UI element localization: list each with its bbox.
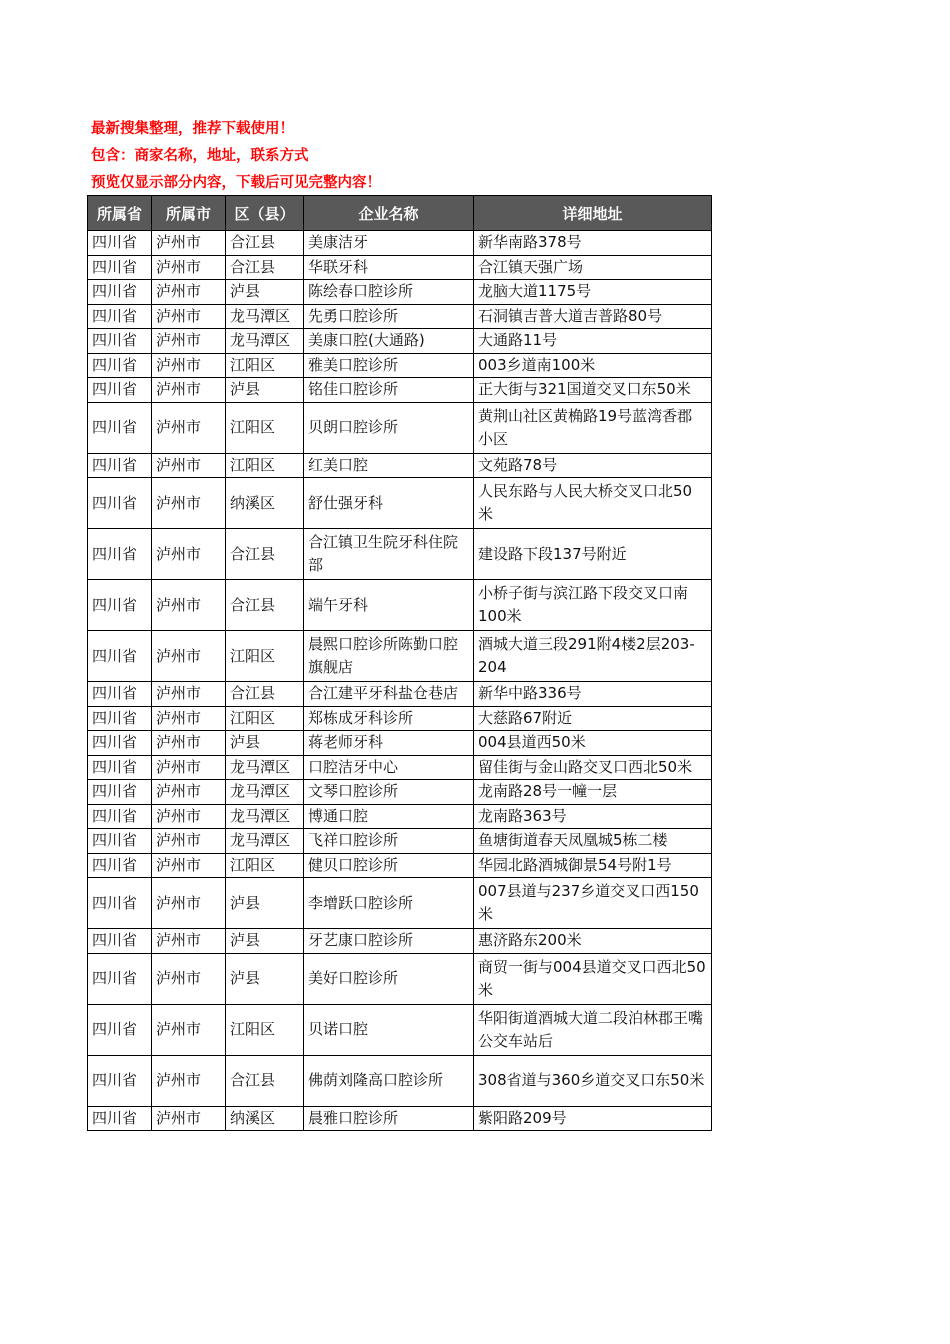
cell-company: 雅美口腔诊所 <box>304 353 474 378</box>
cell-province: 四川省 <box>88 929 152 954</box>
cell-district: 合江县 <box>226 1055 304 1106</box>
table-row <box>88 878 712 929</box>
table-row <box>88 682 712 707</box>
cell-province: 四川省 <box>88 829 152 854</box>
cell-company: 飞祥口腔诊所 <box>304 829 474 854</box>
table-row <box>88 478 712 529</box>
cell-address: 007县道与237乡道交叉口西150米 <box>474 878 712 929</box>
cell-address: 新华南路378号 <box>474 231 712 256</box>
cell-city: 泸州市 <box>152 280 226 305</box>
cell-province: 四川省 <box>88 402 152 453</box>
cell-city: 泸州市 <box>152 402 226 453</box>
cell-company: 先勇口腔诊所 <box>304 304 474 329</box>
cell-city: 泸州市 <box>152 731 226 756</box>
cell-company: 合江镇卫生院牙科住院部 <box>304 529 474 580</box>
cell-city: 泸州市 <box>152 804 226 829</box>
cell-province: 四川省 <box>88 953 152 1004</box>
cell-address: 华阳街道酒城大道二段泊林郡王嘴公交车站后 <box>474 1004 712 1055</box>
cell-address: 建设路下段137号附近 <box>474 529 712 580</box>
cell-district: 江阳区 <box>226 631 304 682</box>
table-row <box>88 255 712 280</box>
cell-district: 纳溪区 <box>226 1106 304 1131</box>
table-row <box>88 231 712 256</box>
cell-address: 人民东路与人民大桥交叉口北50米 <box>474 478 712 529</box>
cell-city: 泸州市 <box>152 453 226 478</box>
table-row <box>88 829 712 854</box>
cell-district: 泸县 <box>226 378 304 403</box>
cell-company: 陈绘春口腔诊所 <box>304 280 474 305</box>
table-row <box>88 580 712 631</box>
table-row <box>88 631 712 682</box>
cell-city: 泸州市 <box>152 1055 226 1106</box>
cell-district: 龙马潭区 <box>226 829 304 854</box>
cell-address: 003乡道南100米 <box>474 353 712 378</box>
cell-city: 泸州市 <box>152 255 226 280</box>
cell-province: 四川省 <box>88 580 152 631</box>
table-row <box>88 731 712 756</box>
table-row <box>88 706 712 731</box>
cell-company: 美康口腔(大通路) <box>304 329 474 354</box>
cell-province: 四川省 <box>88 255 152 280</box>
cell-company: 郑栋成牙科诊所 <box>304 706 474 731</box>
table-body <box>88 231 712 1131</box>
cell-district: 江阳区 <box>226 706 304 731</box>
cell-district: 江阳区 <box>226 853 304 878</box>
cell-province: 四川省 <box>88 280 152 305</box>
table-row <box>88 378 712 403</box>
cell-district: 江阳区 <box>226 402 304 453</box>
cell-address: 惠济路东200米 <box>474 929 712 954</box>
cell-province: 四川省 <box>88 453 152 478</box>
cell-address: 石洞镇吉普大道吉普路80号 <box>474 304 712 329</box>
cell-company: 蒋老师牙科 <box>304 731 474 756</box>
cell-district: 合江县 <box>226 529 304 580</box>
cell-company: 贝诺口腔 <box>304 1004 474 1055</box>
cell-city: 泸州市 <box>152 878 226 929</box>
cell-district: 江阳区 <box>226 453 304 478</box>
header-company: 企业名称 <box>304 196 474 231</box>
cell-province: 四川省 <box>88 478 152 529</box>
cell-city: 泸州市 <box>152 304 226 329</box>
cell-city: 泸州市 <box>152 929 226 954</box>
table-row <box>88 1055 712 1106</box>
cell-district: 龙马潭区 <box>226 304 304 329</box>
cell-district: 纳溪区 <box>226 478 304 529</box>
cell-city: 泸州市 <box>152 755 226 780</box>
table-row <box>88 1106 712 1131</box>
cell-district: 合江县 <box>226 255 304 280</box>
cell-province: 四川省 <box>88 1106 152 1131</box>
cell-address: 新华中路336号 <box>474 682 712 707</box>
table-row <box>88 280 712 305</box>
cell-province: 四川省 <box>88 682 152 707</box>
cell-company: 合江建平牙科盐仓巷店 <box>304 682 474 707</box>
cell-city: 泸州市 <box>152 1004 226 1055</box>
table-row <box>88 755 712 780</box>
notice-line-3: 预览仅显示部分内容，下载后可见完整内容！ <box>91 175 381 191</box>
cell-city: 泸州市 <box>152 1106 226 1131</box>
cell-district: 泸县 <box>226 953 304 1004</box>
cell-company: 红美口腔 <box>304 453 474 478</box>
cell-city: 泸州市 <box>152 853 226 878</box>
header-city: 所属市 <box>152 196 226 231</box>
cell-address: 黄荆山社区黄桷路19号蓝湾香郡小区 <box>474 402 712 453</box>
table-row <box>88 402 712 453</box>
cell-address: 龙南路363号 <box>474 804 712 829</box>
cell-company: 健贝口腔诊所 <box>304 853 474 878</box>
cell-province: 四川省 <box>88 878 152 929</box>
cell-company: 美康洁牙 <box>304 231 474 256</box>
cell-address: 小桥子街与滨江路下段交叉口南100米 <box>474 580 712 631</box>
cell-province: 四川省 <box>88 731 152 756</box>
cell-address: 华园北路酒城御景54号附1号 <box>474 853 712 878</box>
cell-city: 泸州市 <box>152 780 226 805</box>
cell-company: 文琴口腔诊所 <box>304 780 474 805</box>
cell-province: 四川省 <box>88 631 152 682</box>
cell-province: 四川省 <box>88 780 152 805</box>
cell-company: 晨熙口腔诊所陈勤口腔旗舰店 <box>304 631 474 682</box>
cell-district: 泸县 <box>226 878 304 929</box>
cell-city: 泸州市 <box>152 682 226 707</box>
cell-city: 泸州市 <box>152 631 226 682</box>
cell-district: 泸县 <box>226 929 304 954</box>
cell-city: 泸州市 <box>152 706 226 731</box>
cell-address: 留佳街与金山路交叉口西北50米 <box>474 755 712 780</box>
cell-address: 龙南路28号一幢一层 <box>474 780 712 805</box>
cell-province: 四川省 <box>88 1055 152 1106</box>
cell-company: 端午牙科 <box>304 580 474 631</box>
cell-company: 铭佳口腔诊所 <box>304 378 474 403</box>
table-row <box>88 929 712 954</box>
cell-address: 商贸一街与004县道交叉口西北50米 <box>474 953 712 1004</box>
cell-company: 美好口腔诊所 <box>304 953 474 1004</box>
table-row <box>88 529 712 580</box>
cell-district: 龙马潭区 <box>226 780 304 805</box>
cell-address: 合江镇天强广场 <box>474 255 712 280</box>
table-row <box>88 353 712 378</box>
cell-company: 佛荫刘隆高口腔诊所 <box>304 1055 474 1106</box>
cell-province: 四川省 <box>88 853 152 878</box>
cell-address: 004县道西50米 <box>474 731 712 756</box>
cell-company: 博通口腔 <box>304 804 474 829</box>
notice-line-2: 包含：商家名称，地址，联系方式 <box>91 148 309 164</box>
cell-province: 四川省 <box>88 804 152 829</box>
cell-district: 江阳区 <box>226 353 304 378</box>
cell-province: 四川省 <box>88 755 152 780</box>
cell-address: 紫阳路209号 <box>474 1106 712 1131</box>
cell-district: 龙马潭区 <box>226 329 304 354</box>
cell-company: 晨雅口腔诊所 <box>304 1106 474 1131</box>
cell-address: 酒城大道三段291附4楼2层203-204 <box>474 631 712 682</box>
cell-company: 贝朗口腔诊所 <box>304 402 474 453</box>
cell-district: 合江县 <box>226 682 304 707</box>
cell-address: 大慈路67附近 <box>474 706 712 731</box>
cell-city: 泸州市 <box>152 353 226 378</box>
cell-district: 江阳区 <box>226 1004 304 1055</box>
cell-province: 四川省 <box>88 1004 152 1055</box>
cell-province: 四川省 <box>88 378 152 403</box>
table-row <box>88 453 712 478</box>
table-row <box>88 1004 712 1055</box>
table-header-row <box>88 196 712 231</box>
cell-province: 四川省 <box>88 231 152 256</box>
cell-city: 泸州市 <box>152 829 226 854</box>
cell-company: 舒仕强牙科 <box>304 478 474 529</box>
cell-province: 四川省 <box>88 304 152 329</box>
cell-province: 四川省 <box>88 353 152 378</box>
table-row <box>88 804 712 829</box>
cell-city: 泸州市 <box>152 580 226 631</box>
table-row <box>88 780 712 805</box>
cell-company: 李增跃口腔诊所 <box>304 878 474 929</box>
cell-address: 鱼塘街道春天凤凰城5栋二楼 <box>474 829 712 854</box>
cell-city: 泸州市 <box>152 478 226 529</box>
header-district: 区（县） <box>226 196 304 231</box>
cell-city: 泸州市 <box>152 953 226 1004</box>
cell-district: 泸县 <box>226 731 304 756</box>
notice-line-1: 最新搜集整理，推荐下载使用！ <box>91 121 294 137</box>
cell-province: 四川省 <box>88 706 152 731</box>
table-row <box>88 304 712 329</box>
cell-district: 龙马潭区 <box>226 755 304 780</box>
cell-address: 308省道与360乡道交叉口东50米 <box>474 1055 712 1106</box>
cell-company: 华联牙科 <box>304 255 474 280</box>
cell-province: 四川省 <box>88 529 152 580</box>
header-province: 所属省 <box>88 196 152 231</box>
table-row <box>88 329 712 354</box>
cell-company: 牙艺康口腔诊所 <box>304 929 474 954</box>
notice-block <box>91 116 381 197</box>
cell-district: 龙马潭区 <box>226 804 304 829</box>
cell-address: 龙脑大道1175号 <box>474 280 712 305</box>
cell-district: 泸县 <box>226 280 304 305</box>
cell-province: 四川省 <box>88 329 152 354</box>
cell-address: 大通路11号 <box>474 329 712 354</box>
cell-address: 正大街与321国道交叉口东50米 <box>474 378 712 403</box>
table-row <box>88 953 712 1004</box>
cell-district: 合江县 <box>226 231 304 256</box>
header-address: 详细地址 <box>474 196 712 231</box>
cell-city: 泸州市 <box>152 529 226 580</box>
cell-district: 合江县 <box>226 580 304 631</box>
cell-address: 文苑路78号 <box>474 453 712 478</box>
table-row <box>88 853 712 878</box>
cell-company: 口腔洁牙中心 <box>304 755 474 780</box>
cell-city: 泸州市 <box>152 378 226 403</box>
merchant-table <box>87 195 712 1131</box>
cell-city: 泸州市 <box>152 329 226 354</box>
cell-city: 泸州市 <box>152 231 226 256</box>
